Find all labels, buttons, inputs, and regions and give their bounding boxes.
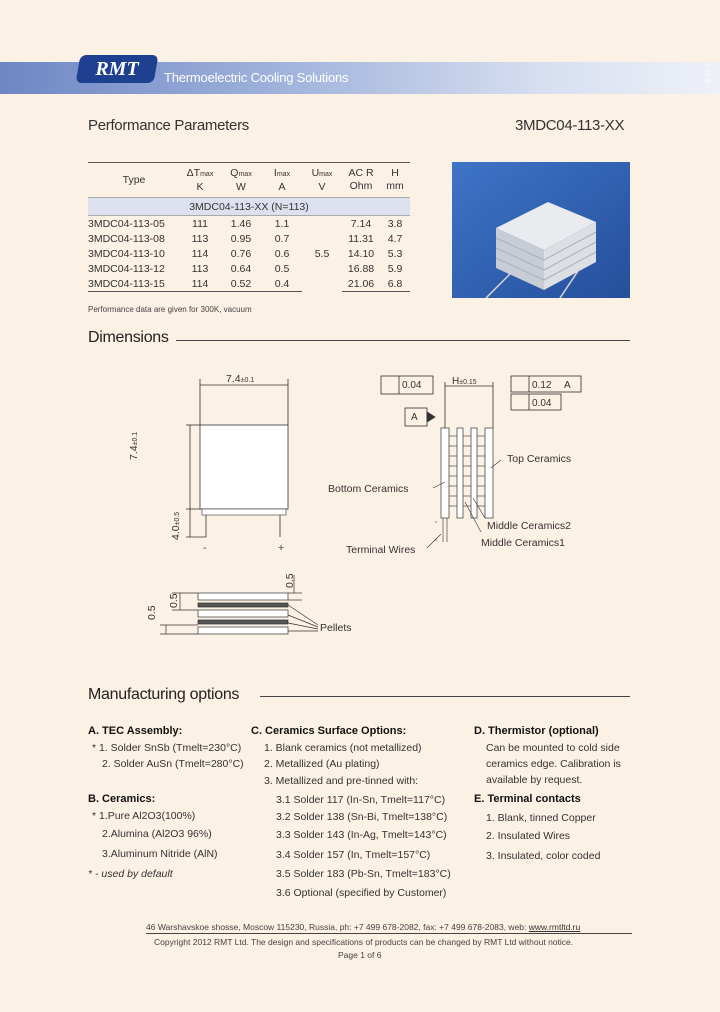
side-view-drawing [375,372,615,562]
list-item: 1. Blank ceramics (not metallized) [264,742,422,754]
website-link[interactable]: www.rmtltd.ru [528,922,581,932]
dimensions-title: Dimensions [88,329,169,346]
layer-dim-top: 0.5 [284,573,296,588]
list-item: 3.1 Solder 117 (In-Sn, Tmelt=117°C) [276,794,446,806]
front-view-drawing [130,365,330,560]
group-label: 3MDC04-113-XX (N=113) [88,198,410,216]
list-item: 3.2 Solder 138 (Sn-Bi, Tmelt=138°C) [276,811,448,823]
datum-ref: A [564,380,571,391]
performance-table [88,162,410,292]
col-acr: AC R Ohm [342,163,380,198]
list-item: 2. Solder AuSn (Tmelt=280°C) [102,758,244,770]
list-item: 3.6 Optional (specified by Customer) [276,887,447,899]
umax-value: 5.5 [314,247,330,260]
vertical-year: 2 0 1 2 [704,64,710,83]
page-number: Page 1 of 6 [338,950,382,960]
layer-dim-left: 0.5 [146,605,158,620]
manufacturing-title: Manufacturing options [88,686,240,703]
layer-view-drawing [130,565,330,665]
col-dtmax: ΔTmax K [180,163,220,198]
list-item: 2. Insulated Wires [486,830,571,842]
lead-dim: 4.0±0.5 [170,511,182,540]
terminal-heading: E. Terminal contacts [474,793,581,805]
footer-rule [146,933,632,934]
terminal-wires-label: Terminal Wires [346,544,416,556]
thermistor-line: available by request. [486,774,583,786]
list-item: 3. Metallized and pre-tinned with: [264,775,419,787]
col-type: Type [88,163,180,198]
table-row: 3MDC04-113-15 114 0.52 0.4 21.06 6.8 [88,276,410,292]
table-row: 3MDC04-113-08 113 0.95 0.7 11.31 4.7 [88,232,403,245]
height-dim: 7.4±0.1 [128,431,140,460]
list-item: * 1. Solder SnSb (Tmelt=230°C) [92,742,242,754]
list-item: * 1.Pure Al2O3(100%) [92,810,196,822]
datum-box-label: A [411,412,418,423]
tagline: Thermoelectric Cooling Solutions [164,70,349,85]
parallelism-value: 0.12 [532,380,552,391]
col-imax: Imax A [262,163,302,198]
default-note: * - used by default [88,868,173,880]
flatness-value: 0.04 [402,380,422,391]
list-item: 2. Metallized (Au plating) [264,758,380,770]
list-item: 3. Insulated, color coded [486,850,601,862]
footer-address: 46 Warshavskoe shosse, Moscow 115230, Russia, ph: +7 499 678-2082, fax: +7 499 678-2083, web: www.rmtltd.ru [146,922,581,932]
middle-ceramics1-label: Middle Ceramics1 [481,537,566,549]
thermistor-line: ceramics edge. Calibration is [486,758,621,770]
performance-title: Performance Parameters [88,117,249,134]
table-row: 3MDC04-113-12 113 0.64 0.5 16.88 5.9 [88,262,403,275]
tec-heading: A. TEC Assembly: [88,725,183,737]
list-item: 3.4 Solder 157 (In, Tmelt=157°C) [276,849,431,861]
minus-terminal: - [203,542,207,554]
dimensions-rule [176,340,630,341]
list-item: 3.5 Solder 183 (Pb-Sn, Tmelt=183°C) [276,868,451,880]
footer-copyright: Copyright 2012 RMT Ltd. The design and specifications of products can be changed by RMT Ltd without notice. [154,937,574,947]
width-dim: 7.4±0.1 [226,373,255,385]
col-qmax: Qmax W [220,163,262,198]
bottom-ceramics-label: Bottom Ceramics [328,483,409,495]
pellets-label: Pellets [320,622,352,634]
middle-ceramics2-label: Middle Ceramics2 [487,520,572,532]
thermistor-line: Can be mounted to cold side [486,742,620,754]
list-item: 3.3 Solder 143 (In-Ag, Tmelt=143°C) [276,829,447,841]
product-photo [452,162,630,298]
list-item: 3.Aluminum Nitride (AlN) [102,848,218,860]
surface-heading: C. Ceramics Surface Options: [251,725,407,737]
rmt-logo: RMT [76,55,159,83]
model-number: 3MDC04-113-XX [515,117,625,134]
ceramics-heading: B. Ceramics: [88,793,156,805]
layer-dim-mid: 0.5 [168,593,180,608]
col-h: H mm [380,163,410,198]
table-row: 3MDC04-113-10 114 0.76 0.6 14.10 5.3 [88,247,403,260]
manufacturing-rule [260,696,630,697]
performance-note: Performance data are given for 300K, vacuum [88,305,252,314]
thermistor-heading: D. Thermistor (optional) [474,725,599,737]
plus-terminal: + [278,542,285,554]
list-item: 1. Blank, tinned Copper [486,812,596,824]
flatness2-value: 0.04 [532,398,552,409]
list-item: 2.Alumina (Al2O3 96%) [102,828,212,840]
col-umax: Umax V [302,163,342,198]
top-ceramics-label: Top Ceramics [507,453,572,465]
h-dim: H±0.15 [452,376,477,387]
table-row: 3MDC04-113-05 111 1.46 1.1 5.5 7.14 3.8 [88,216,410,232]
